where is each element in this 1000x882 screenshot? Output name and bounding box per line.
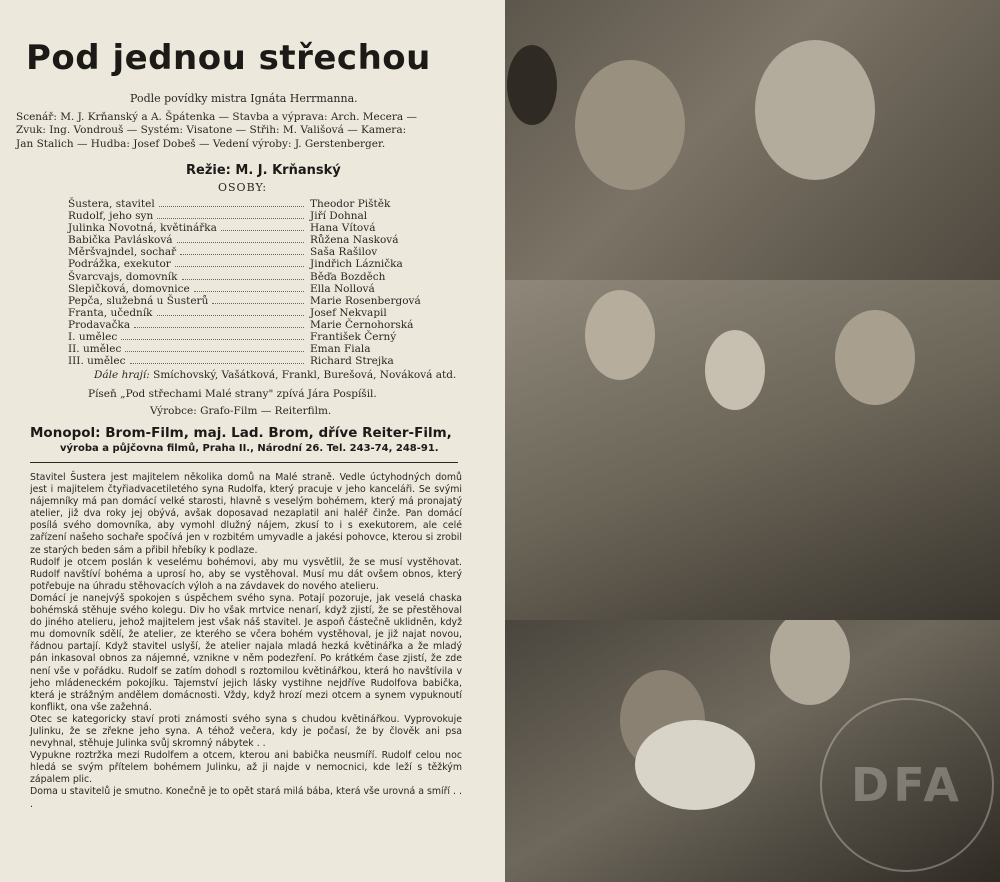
- cast-row: [68, 283, 428, 295]
- divider: [30, 462, 458, 463]
- stamp-text: DFA: [851, 758, 963, 812]
- synopsis-paragraph: Doma u stavitelů je smutno. Konečně je to opět stará milá bába, která vše urovná a smíří . . .: [30, 786, 462, 810]
- cast-role: Julinka Novotná, květinářka: [68, 222, 217, 235]
- film-title: Pod jednou střechou: [26, 38, 431, 78]
- also-cast-label: Dále hrají:: [94, 369, 150, 381]
- leader-dots: [130, 363, 304, 364]
- cast-list: [68, 198, 428, 367]
- producer: Výrobce: Grafo-Film — Reiterfilm.: [150, 405, 332, 417]
- cast-role: Franta, učedník: [68, 306, 153, 319]
- cast-row: [68, 331, 428, 343]
- cast-actor: Hana Vítová: [310, 222, 376, 235]
- cast-actor: Josef Nekvapil: [310, 306, 387, 319]
- figure-shape: [705, 330, 765, 410]
- leader-dots: [212, 303, 304, 304]
- cast-role: Slepičková, domovnice: [68, 282, 190, 295]
- cast-actor: Saša Rašilov: [310, 246, 378, 259]
- figure-shape: [770, 620, 850, 705]
- figure-shape: [575, 60, 685, 190]
- leader-dots: [121, 339, 304, 340]
- distributor-address: výroba a půjčovna filmů, Praha II., Národní 26. Tel. 243-74, 248-91.: [60, 443, 439, 454]
- leader-dots: [157, 218, 304, 219]
- cast-actor: Richard Strejka: [310, 355, 394, 368]
- distributor-label: Monopol:: [30, 425, 101, 441]
- cast-role: Šustera, stavitel: [68, 198, 155, 210]
- leader-dots: [159, 206, 304, 207]
- synopsis: [30, 472, 462, 811]
- cast-role: Prodavačka: [68, 318, 131, 331]
- cast-actor: Marie Rosenbergová: [310, 294, 421, 307]
- synopsis-paragraph: Rudolf je otcem poslán k veselému bohémovi, aby mu vysvětlil, že se musí vystěhovat. Rudolf navštíví bohéma a uprosí ho, aby se vystěhoval. Musí mu dát ovšem obnos, který potřebuje na úhradu stěhovacích výloh a na závdavek do nového atelieru.: [30, 556, 462, 592]
- leader-dots: [134, 327, 304, 328]
- cast-row: [68, 343, 428, 355]
- leader-dots: [221, 230, 304, 231]
- cast-role: Babička Pavlásková: [68, 234, 173, 247]
- leader-dots: [182, 279, 304, 280]
- cast-role: Měršvajndel, sochař: [68, 246, 177, 259]
- distributor: [30, 425, 460, 441]
- cast-row: [68, 355, 428, 367]
- cast-row: [68, 258, 428, 270]
- credits-line: Jan Stalich — Hudba: Josef Dobeš — Vedení výroby: J. Gerstenberger.: [16, 137, 386, 150]
- cast-role: Švarcvajs, domovník: [68, 270, 178, 283]
- cast-role: II. umělec: [68, 343, 122, 356]
- film-still-grandmother: [505, 0, 1000, 320]
- credits-line: Zvuk: Ing. Vondrouš — Systém: Visatone — Střih: M. Vališová — Kamera:: [16, 124, 407, 137]
- cast-row: [68, 246, 428, 258]
- cast-row: [68, 271, 428, 283]
- leader-dots: [125, 351, 304, 352]
- leader-dots: [177, 242, 304, 243]
- wall-plate: [507, 45, 557, 125]
- distributor-name: Brom-Film, maj. Lad. Brom, dříve Reiter-Film,: [105, 425, 452, 441]
- cast-actor: František Černý: [310, 331, 397, 344]
- cast-role: Podrážka, exekutor: [68, 258, 171, 271]
- leader-dots: [180, 254, 304, 255]
- cast-row: [68, 307, 428, 319]
- leader-dots: [175, 266, 304, 267]
- cast-heading: OSOBY:: [218, 181, 268, 194]
- cast-row: [68, 198, 428, 210]
- cast-actor: Theodor Pištěk: [310, 198, 391, 210]
- figure-shape: [755, 40, 875, 180]
- cast-row: [68, 210, 428, 222]
- synopsis-paragraph: Vypukne roztržka mezi Rudolfem a otcem, kterou ani babička neusmíří. Rudolf celou noc hledá se svým přítelem bohémem Julinku, až ji najde v nemocnici, kde leží s těžkým zápalem plic.: [30, 750, 462, 786]
- cast-row: [68, 295, 428, 307]
- cast-role: Pepča, služebná u Šusterů: [68, 294, 209, 307]
- flower-bouquet: [635, 720, 755, 810]
- cast-role: III. umělec: [68, 355, 126, 368]
- also-cast: [94, 369, 456, 381]
- cast-role: I. umělec: [68, 331, 118, 344]
- figure-shape: [835, 310, 915, 405]
- leader-dots: [157, 315, 304, 316]
- synopsis-paragraph: Stavitel Šustera jest majitelem několika domů na Malé straně. Vedle úctyhodných domů jest i majitelem čtyřiadvacetiletého syna Rudolfa, který pracuje v jeho kanceláři. Se svými nájemníky má pan domácí velké starosti, hlavně s veselým bohémem, který má pronajatý atelier, již dva roky jej obývá, avšak doposavad nezaplatil ani haléř činže. Pan domácí posílá svého domovníka, aby vymohl dlužný nájem, zkusí to i s exekutorem, ale celé zařízení našeho sochaře spočívá jen v rozbitém umyvadle a jakési pohovce, kterou si zrobil ze starých beden sám a přibil hřebíky k podlaze.: [30, 472, 462, 556]
- cast-actor: Růžena Nasková: [310, 234, 399, 247]
- cast-actor: Eman Fiala: [310, 343, 371, 356]
- also-cast-names: Smíchovský, Vašátková, Frankl, Burešová, Nováková atd.: [153, 369, 457, 381]
- synopsis-paragraph: Otec se kategoricky staví proti známosti svého syna s chudou květinářkou. Vyprovokuje Julinku, že se zřekne jeho syna. A téhož večera, kdy je počasí, že by člověk ani psa nevyhnal, stěhuje Julinka svůj skromný nábytek . .: [30, 713, 462, 750]
- archive-stamp: [820, 698, 994, 872]
- subtitle: Podle povídky mistra Ignáta Herrmanna.: [130, 92, 358, 105]
- credits-line: Scenář: M. J. Krňanský a A. Špátenka — Stavba a výprava: Arch. Mecera —: [16, 111, 417, 123]
- photo-page: [505, 0, 1000, 882]
- cast-actor: Jindřich Láznička: [310, 258, 403, 271]
- cast-role: Rudolf, jeho syn: [68, 210, 154, 223]
- cast-actor: Běďa Bozděch: [310, 270, 386, 283]
- credits: [16, 111, 466, 151]
- cast-row: [68, 319, 428, 331]
- cast-row: [68, 222, 428, 234]
- film-still-group: [505, 280, 1000, 620]
- cast-row: [68, 234, 428, 246]
- leader-dots: [194, 291, 304, 292]
- cast-actor: Marie Černohorská: [310, 318, 414, 331]
- figure-shape: [585, 290, 655, 380]
- song-credit: Píseň „Pod střechami Malé strany" zpívá Jára Pospíšil.: [88, 388, 377, 400]
- synopsis-paragraph: Domácí je nanejvýš spokojen s úspěchem svého syna. Potají pozoruje, jak veselá chaska bohémská stěhuje svého kolegu. Div ho však mrtvice nenarí, když zjistí, že se přestěhoval do jiného atelieru, jehož majitelem jest však náš stavitel. Je aspoň částečně uklidněn, když mu domovník sdělí, že atelier, ze kterého se včera bohém vystěhoval, je již najat novou, řádnou partají. Když stavitel uslyší, že atelier najala mladá hezká květinářka a že mladý pán inkasoval obnos za nájemné, vznikne v něm podezření. Po krátkém čase zjistí, že zde není vše v pořádku. Rudolf se zatím dohodl s roztomilou květinářkou, která ho navštívila v jeho mládeneckém pokojíku. Tajemství jejich lásky vystihne nejdříve Rudolfova babička, která je strážným andělem domácnosti. Vždy, když hrozí mezi otcem a synem vypuknoutí konflikt, ona vše zažehná.: [30, 592, 462, 713]
- cast-actor: Ella Nollová: [310, 282, 375, 295]
- cast-actor: Jiří Dohnal: [310, 210, 368, 223]
- director: Režie: M. J. Krňanský: [186, 163, 341, 178]
